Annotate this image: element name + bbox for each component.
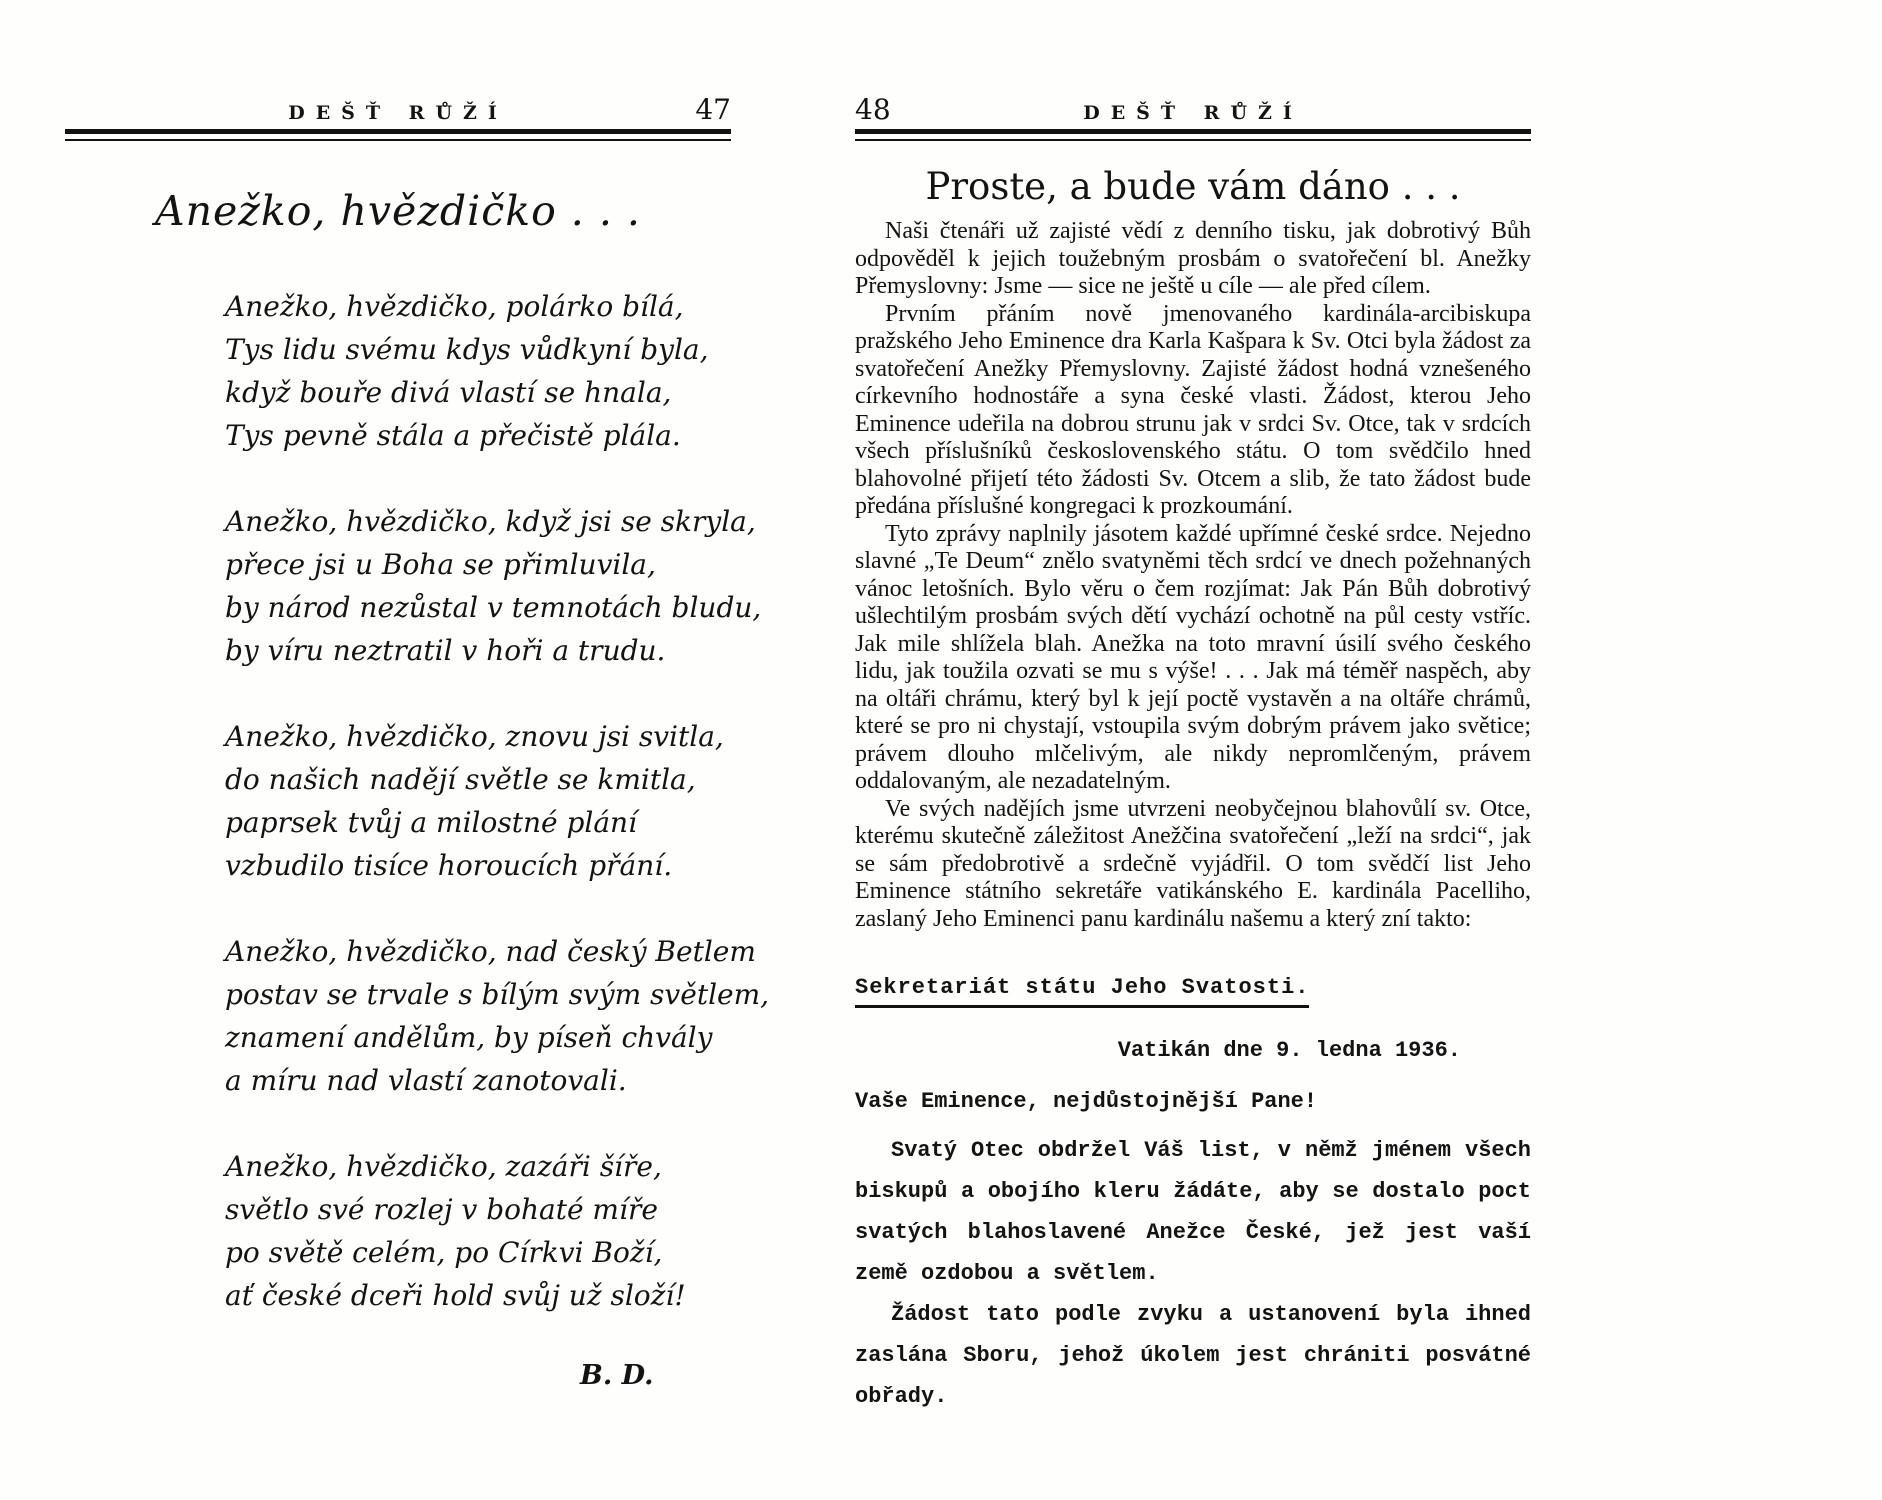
poem-line: Anežko, hvězdičko, když jsi se skryla,: [225, 505, 756, 538]
poem-line: a míru nad vlastí zanotovali.: [225, 1064, 627, 1097]
letter-dateline: Vatikán dne 9. ledna 1936.: [1117, 1038, 1461, 1063]
article-title: Proste, a bude vám dáno . . .: [925, 165, 1461, 208]
poem-line: paprsek tvůj a milostné plání: [225, 806, 638, 839]
article-paragraph: Ve svých nadějích jsme utvrzeni neobyčejnou blahovůlí sv. Otce, kterému skutečně záležitost Anežčina svatořečení „leží na srdci“, jak se sám předobrotivě a srdečně vyjádřil. O tom svědčí list Jeho Eminence státního sekretáře vatikánského E. kardinála Pacelliho, zaslaný Jeho Eminenci panu kardinálu našemu a který zní takto:: [855, 795, 1531, 932]
poem-line: přece jsi u Boha se přimluvila,: [225, 548, 656, 581]
poem-signature: B. D.: [580, 1360, 654, 1391]
poem-stanza: [225, 930, 770, 1102]
running-title: DEŠŤ RŮŽÍ: [288, 102, 508, 124]
page-number: 47: [695, 93, 731, 126]
poem-line: Tys lidu svému kdys vůdkyní byla,: [225, 333, 709, 366]
poem-line: po světě celém, po Církvi Boží,: [225, 1236, 663, 1269]
poem-line: znamení andělům, by píseň chvály: [225, 1021, 713, 1054]
poem-line: Tys pevně stála a přečistě plála.: [225, 419, 681, 452]
left-page-header: [65, 93, 731, 126]
page-left: [65, 93, 770, 1391]
letter-salutation: Vaše Eminence, nejdůstojnější Pane!: [855, 1089, 1318, 1114]
poem-line: když bouře divá vlastí se hnala,: [225, 376, 672, 409]
poem-stanza: [225, 285, 731, 457]
header-rule: [65, 129, 731, 141]
letter-heading: Sekretariát státu Jeho Svatosti.: [855, 975, 1309, 1008]
header-rule: [855, 129, 1531, 141]
right-page-header: [855, 93, 1531, 126]
poem-line: by víru neztratil v hoři a trudu.: [225, 634, 666, 667]
article-paragraph: Naši čtenáři už zajisté vědí z denního tisku, jak dobrotivý Bůh odpověděl k jejich toužebným prosbám o svatořečení bl. Anežky Přemyslovny: Jsme — sice ne ještě u cíle — ale před cílem.: [855, 218, 1531, 299]
poem-stanza: [225, 1145, 731, 1317]
poem-title: Anežko, hvězdičko . . .: [155, 187, 641, 235]
article-paragraph: Prvním přáním nově jmenovaného kardinála-arcibiskupa pražského Jeho Eminence dra Karla Kašpara k Sv. Otci byla žádost za svatořečení Anežky Přemyslovny. Zajisté žádost hodná vznešeného církevního hodnostáře a syna české vlasti. Žádost, kterou Jeho Eminence udeřila na dobrou strunu jak v srdci Sv. Otce, tak v srdcích všech příslušníků československého státu. O tom svědčilo hned blahovolné přijetí této žádosti Sv. Otcem a slib, že tato žádost bude předána příslušné kongregaci k prozkoumání.: [855, 300, 1531, 519]
letter-paragraph: Svatý Otec obdržel Váš list, v němž jménem všech biskupů a obojího kleru žádáte, aby se dostalo poct svatých blahoslavené Anežce České, jež jest vaší země ozdobou a světlem.: [855, 1138, 1531, 1286]
poem: [65, 285, 770, 1317]
poem-line: Anežko, hvězdičko, znovu jsi svitla,: [225, 720, 724, 753]
poem-stanza: [225, 500, 762, 672]
poem-line: by národ nezůstal v temnotách bludu,: [225, 591, 762, 624]
poem-line: ať české dceři hold svůj už složí!: [225, 1279, 686, 1312]
article-paragraph: Tyto zprávy naplnily jásotem každé upřímné české srdce. Nejedno slavné „Te Deum“ znělo svatyněmi těch srdcí ve dnech požehnaných vánoc letošních. Bylo věru o čem rozjímat: Jak Pán Bůh dobrotivý ušlechtilým prosbám svých dětí vychází ochotně na půl cesty vstříc. Jak mile shlížela blah. Anežka na toto mravní úsilí svého českého lidu, jak toužila ozvati se mu s výše! . . . Jak má téměř naspěch, aby na oltáři chrámu, který byl k její poctě vystavěn a na oltáře chrámů, které se pro ni chystají, vstoupila svým dobrým právem jako světice; právem dlouho mlčelivým, ale nikdy nepromlčeným, právem oddalovaným, ale nezadatelným.: [855, 520, 1531, 794]
page-number: 48: [855, 93, 891, 126]
letter: [855, 975, 1531, 1417]
poem-line: vzbudilo tisíce horoucích přání.: [225, 849, 673, 882]
letter-heading-row: [855, 975, 1531, 1008]
running-title: DEŠŤ RŮŽÍ: [1083, 102, 1303, 124]
poem-stanza: [225, 715, 731, 887]
poem-line: Anežko, hvězdičko, nad český Betlem: [225, 935, 756, 968]
poem-line: Anežko, hvězdičko, zazáři šíře,: [225, 1150, 662, 1183]
page-right: [855, 93, 1531, 1417]
letter-paragraph: Žádost tato podle zvyku a ustanovení byla ihned zaslána Sboru, jehož úkolem jest chrániti posvátné obřady.: [855, 1302, 1531, 1409]
poem-line: Anežko, hvězdičko, polárko bílá,: [225, 290, 684, 323]
poem-line: do našich nadějí světle se kmitla,: [225, 763, 696, 796]
poem-line: postav se trvale s bílým svým světlem,: [225, 978, 770, 1011]
poem-line: světlo své rozlej v bohaté míře: [225, 1193, 658, 1226]
